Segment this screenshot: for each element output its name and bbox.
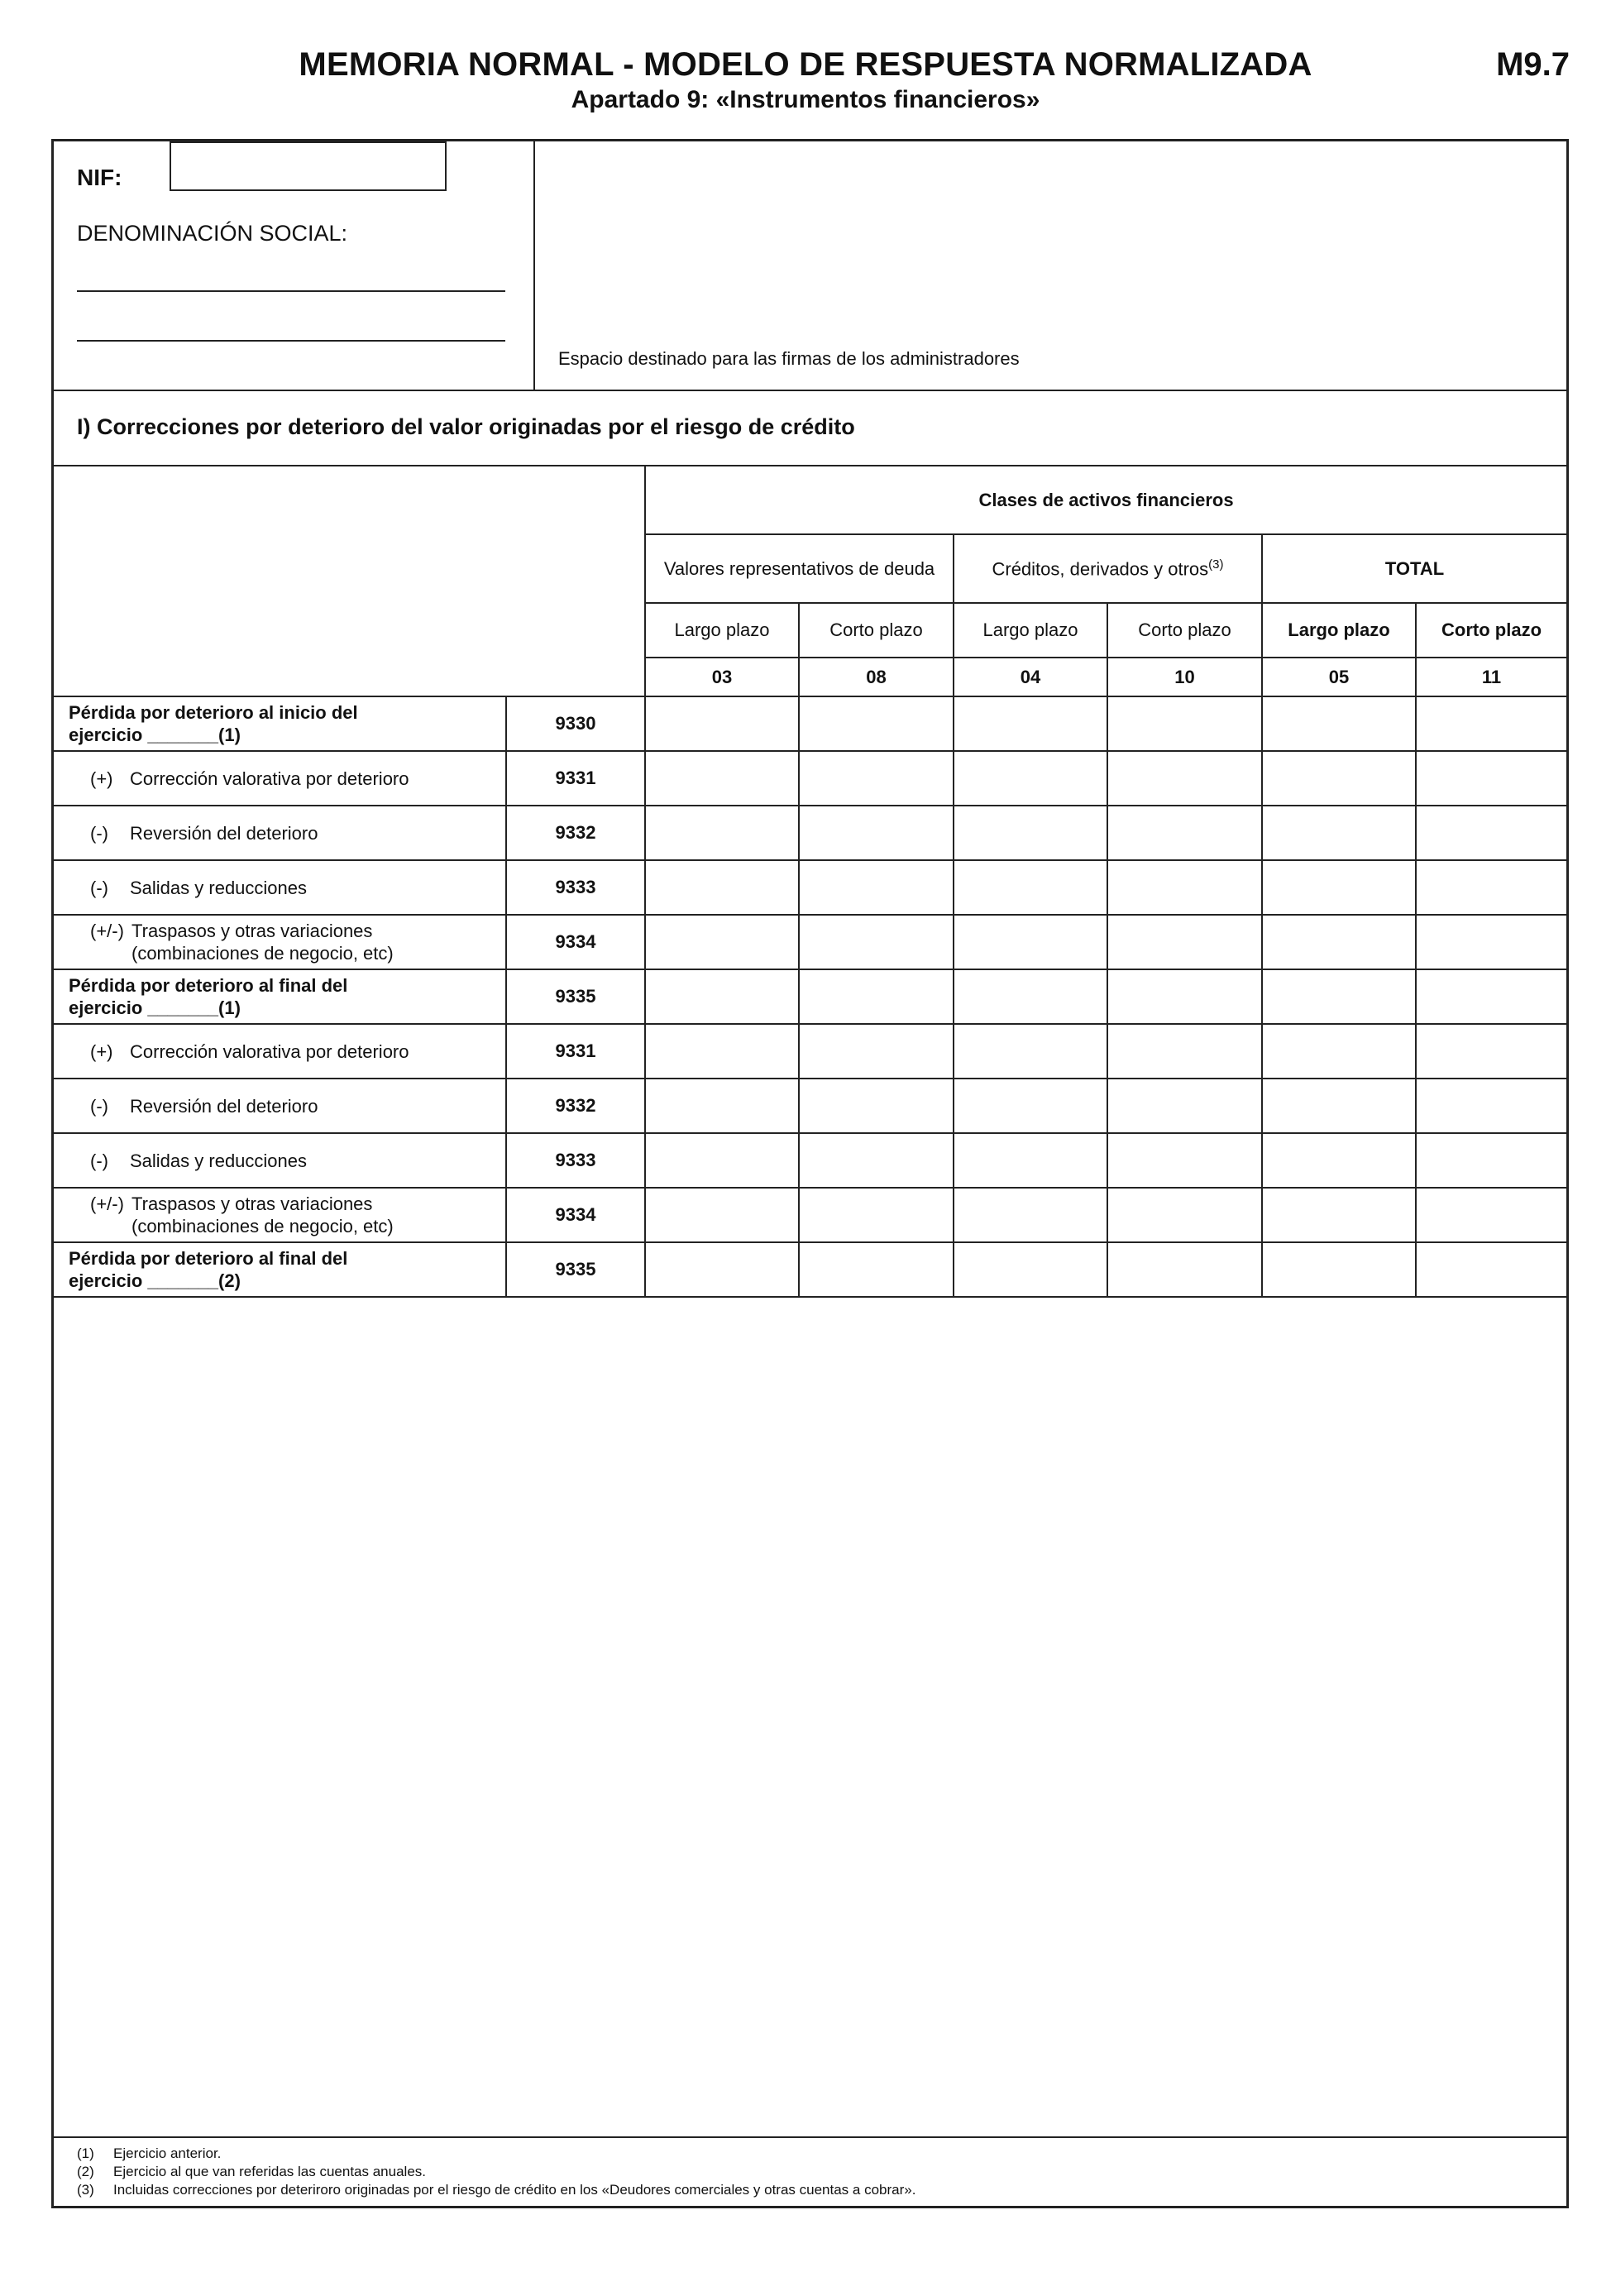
row-label-text bbox=[54, 877, 505, 899]
row-label-line: ejercicio _______(1) bbox=[69, 725, 241, 745]
table-row bbox=[54, 1024, 1566, 1079]
value-cell[interactable] bbox=[1416, 860, 1566, 915]
value-cell[interactable] bbox=[954, 696, 1107, 751]
footnote-number: (3) bbox=[77, 2182, 94, 2198]
row-label-line: ejercicio _______(1) bbox=[69, 997, 241, 1018]
value-cell[interactable] bbox=[1262, 915, 1416, 969]
row-label bbox=[54, 969, 506, 1024]
value-cell[interactable] bbox=[645, 696, 799, 751]
value-cell[interactable] bbox=[1416, 1242, 1566, 1297]
value-cell[interactable] bbox=[1262, 696, 1416, 751]
value-cell[interactable] bbox=[1107, 1133, 1262, 1188]
table-row bbox=[54, 860, 1566, 915]
table-row bbox=[54, 751, 1566, 806]
table-row bbox=[54, 1242, 1566, 1297]
group-header-creditos bbox=[954, 534, 1262, 603]
value-cell[interactable] bbox=[1262, 1133, 1416, 1188]
row-label-line: Pérdida por deterioro al inicio del bbox=[69, 702, 358, 723]
value-cell[interactable] bbox=[1416, 806, 1566, 860]
value-cell[interactable] bbox=[1107, 860, 1262, 915]
group-header-valores bbox=[645, 534, 954, 603]
row-label-text bbox=[54, 1150, 505, 1172]
value-cell[interactable] bbox=[1107, 969, 1262, 1024]
footnote-text: Ejercicio al que van referidas las cuentas anuales. bbox=[113, 2164, 426, 2179]
row-code: 9332 bbox=[506, 1079, 645, 1133]
row-code: 9331 bbox=[506, 1024, 645, 1079]
row-label bbox=[54, 1188, 506, 1242]
row-sign: (-) bbox=[90, 1150, 108, 1171]
company-id-area bbox=[54, 141, 535, 390]
column-code: 05 bbox=[1262, 658, 1416, 696]
value-cell[interactable] bbox=[1416, 751, 1566, 806]
row-label-line: Traspasos y otras variaciones bbox=[131, 1193, 373, 1214]
row-sign: (-) bbox=[90, 1095, 108, 1117]
value-cell[interactable] bbox=[1416, 915, 1566, 969]
row-label bbox=[54, 860, 506, 915]
table-row bbox=[54, 806, 1566, 860]
table-row bbox=[54, 1133, 1566, 1188]
row-label bbox=[54, 1242, 506, 1297]
value-cell[interactable] bbox=[645, 915, 799, 969]
value-cell[interactable] bbox=[1107, 806, 1262, 860]
form-subtitle: Apartado 9: «Instrumentos financieros» bbox=[571, 86, 1040, 113]
value-cell[interactable] bbox=[1416, 1024, 1566, 1079]
row-label-line: Reversión del deterioro bbox=[130, 1095, 318, 1117]
value-cell[interactable] bbox=[1262, 1242, 1416, 1297]
value-cell[interactable] bbox=[1416, 1133, 1566, 1188]
denominacion-label: DENOMINACIÓN SOCIAL: bbox=[77, 221, 348, 246]
value-cell[interactable] bbox=[954, 1188, 1107, 1242]
impairment-table bbox=[54, 466, 1566, 1298]
value-cell[interactable] bbox=[1107, 751, 1262, 806]
value-cell[interactable] bbox=[645, 1188, 799, 1242]
table-row bbox=[54, 696, 1566, 751]
row-code: 9335 bbox=[506, 969, 645, 1024]
form-code: M9.7 bbox=[1496, 46, 1570, 83]
value-cell[interactable] bbox=[799, 751, 954, 806]
row-label-line: Reversión del deterioro bbox=[130, 822, 318, 844]
row-code: 9334 bbox=[506, 915, 645, 969]
row-code: 9333 bbox=[506, 860, 645, 915]
subheader-largo-plazo: Largo plazo bbox=[954, 603, 1107, 658]
table-row bbox=[54, 969, 1566, 1024]
row-label-text bbox=[54, 822, 505, 844]
row-label-text bbox=[54, 1095, 505, 1117]
group-label: Valores representativos de deuda bbox=[663, 557, 935, 579]
value-cell[interactable] bbox=[954, 915, 1107, 969]
table-row bbox=[54, 1188, 1566, 1242]
form-title: MEMORIA NORMAL - MODELO DE RESPUESTA NORMALIZADA bbox=[299, 46, 1312, 83]
row-label bbox=[54, 1133, 506, 1188]
footnote bbox=[54, 2145, 1566, 2163]
value-cell[interactable] bbox=[954, 1079, 1107, 1133]
row-label-text bbox=[54, 974, 505, 1019]
value-cell[interactable] bbox=[645, 1079, 799, 1133]
value-cell[interactable] bbox=[799, 969, 954, 1024]
row-code: 9334 bbox=[506, 1188, 645, 1242]
clases-header: Clases de activos financieros bbox=[645, 466, 1566, 534]
value-cell[interactable] bbox=[954, 860, 1107, 915]
value-cell[interactable] bbox=[799, 1242, 954, 1297]
row-code: 9332 bbox=[506, 806, 645, 860]
value-cell[interactable] bbox=[1262, 969, 1416, 1024]
value-cell[interactable] bbox=[954, 1242, 1107, 1297]
row-label-line: Traspasos y otras variaciones bbox=[131, 921, 373, 941]
row-label-text bbox=[54, 1040, 505, 1063]
value-cell[interactable] bbox=[1416, 1079, 1566, 1133]
denominacion-line-2[interactable] bbox=[77, 340, 505, 342]
denominacion-line-1[interactable] bbox=[77, 290, 505, 292]
row-label bbox=[54, 751, 506, 806]
value-cell[interactable] bbox=[954, 1024, 1107, 1079]
row-label bbox=[54, 1079, 506, 1133]
section-title: I) Correcciones por deterioro del valor originadas por el riesgo de crédito bbox=[77, 414, 855, 439]
group-header-total bbox=[1262, 534, 1566, 603]
value-cell[interactable] bbox=[645, 751, 799, 806]
value-cell[interactable] bbox=[1107, 1079, 1262, 1133]
value-cell[interactable] bbox=[1262, 860, 1416, 915]
nif-label: NIF: bbox=[77, 165, 122, 190]
value-cell[interactable] bbox=[645, 969, 799, 1024]
group-label: TOTAL bbox=[1384, 557, 1445, 579]
value-cell[interactable] bbox=[1262, 806, 1416, 860]
column-code: 11 bbox=[1416, 658, 1566, 696]
footnotes bbox=[54, 2136, 1566, 2199]
table-row bbox=[54, 1079, 1566, 1133]
row-sign: (+/-) bbox=[90, 921, 124, 941]
row-label-line: Salidas y reducciones bbox=[130, 877, 308, 898]
value-cell[interactable] bbox=[799, 1079, 954, 1133]
row-label-line: (combinaciones de negocio, etc) bbox=[131, 1216, 394, 1236]
footnote-text: Ejercicio anterior. bbox=[113, 2145, 222, 2161]
value-cell[interactable] bbox=[799, 860, 954, 915]
column-code: 04 bbox=[954, 658, 1107, 696]
row-label bbox=[54, 1024, 506, 1079]
identification-block bbox=[54, 141, 1566, 391]
value-cell[interactable] bbox=[645, 1242, 799, 1297]
footnote-text: Incluidas correcciones por deteriroro originadas por el riesgo de crédito en los «Deudores comerciales y otras cuentas a cobrar». bbox=[113, 2182, 916, 2198]
footnote-number: (2) bbox=[77, 2164, 94, 2179]
value-cell[interactable] bbox=[954, 969, 1107, 1024]
row-sign: (+/-) bbox=[90, 1193, 124, 1214]
row-label bbox=[54, 806, 506, 860]
section-heading bbox=[54, 390, 1566, 466]
row-label-line: Pérdida por deterioro al final del bbox=[69, 975, 348, 996]
value-cell[interactable] bbox=[1262, 1188, 1416, 1242]
row-label-line: ejercicio _______(2) bbox=[69, 1270, 241, 1291]
subheader-corto-plazo: Corto plazo bbox=[1107, 603, 1262, 658]
value-cell[interactable] bbox=[1107, 1024, 1262, 1079]
row-sign: (-) bbox=[90, 877, 108, 898]
form-frame bbox=[51, 139, 1569, 2208]
footnote-number: (1) bbox=[77, 2145, 94, 2161]
row-label bbox=[54, 915, 506, 969]
row-sign: (-) bbox=[90, 822, 108, 844]
table-corner bbox=[54, 466, 645, 696]
row-label-line: Corrección valorativa por deterioro bbox=[130, 1040, 409, 1062]
table-row bbox=[54, 915, 1566, 969]
value-cell[interactable] bbox=[645, 1133, 799, 1188]
value-cell[interactable] bbox=[799, 696, 954, 751]
row-sign: (+) bbox=[90, 1040, 113, 1062]
column-code: 10 bbox=[1107, 658, 1262, 696]
row-label-line: Pérdida por deterioro al final del bbox=[69, 1248, 348, 1269]
row-label bbox=[54, 696, 506, 751]
column-code: 08 bbox=[799, 658, 954, 696]
value-cell[interactable] bbox=[645, 860, 799, 915]
value-cell[interactable] bbox=[1262, 1079, 1416, 1133]
value-cell[interactable] bbox=[1107, 915, 1262, 969]
value-cell[interactable] bbox=[799, 1133, 954, 1188]
value-cell[interactable] bbox=[799, 915, 954, 969]
row-code: 9333 bbox=[506, 1133, 645, 1188]
signature-space-label: Espacio destinado para las firmas de los administradores bbox=[558, 348, 1020, 369]
value-cell[interactable] bbox=[799, 1188, 954, 1242]
footnote-ref: (3) bbox=[1208, 557, 1224, 572]
value-cell[interactable] bbox=[1416, 969, 1566, 1024]
row-label-line: (combinaciones de negocio, etc) bbox=[131, 943, 394, 964]
footnote bbox=[54, 2181, 1566, 2199]
value-cell[interactable] bbox=[954, 1133, 1107, 1188]
subheader-largo-plazo: Largo plazo bbox=[645, 603, 799, 658]
footnote bbox=[54, 2163, 1566, 2181]
row-label-text bbox=[54, 701, 505, 746]
value-cell[interactable] bbox=[799, 806, 954, 860]
value-cell[interactable] bbox=[1107, 1242, 1262, 1297]
value-cell[interactable] bbox=[1107, 696, 1262, 751]
value-cell[interactable] bbox=[1107, 1188, 1262, 1242]
nif-field[interactable] bbox=[170, 141, 447, 191]
value-cell[interactable] bbox=[1416, 696, 1566, 751]
value-cell[interactable] bbox=[645, 1024, 799, 1079]
row-label-text bbox=[54, 768, 505, 790]
subheader-corto-plazo: Corto plazo bbox=[1416, 603, 1566, 658]
row-label-text bbox=[54, 920, 505, 964]
group-label: Créditos, derivados y otros bbox=[992, 558, 1209, 580]
value-cell[interactable] bbox=[954, 806, 1107, 860]
column-code: 03 bbox=[645, 658, 799, 696]
value-cell[interactable] bbox=[1262, 751, 1416, 806]
row-label-text bbox=[54, 1247, 505, 1292]
row-label-text bbox=[54, 1193, 505, 1237]
row-sign: (+) bbox=[90, 768, 113, 789]
row-code: 9330 bbox=[506, 696, 645, 751]
row-label-line: Corrección valorativa por deterioro bbox=[130, 768, 409, 789]
value-cell[interactable] bbox=[1416, 1188, 1566, 1242]
row-code: 9331 bbox=[506, 751, 645, 806]
subheader-corto-plazo: Corto plazo bbox=[799, 603, 954, 658]
subheader-largo-plazo: Largo plazo bbox=[1262, 603, 1416, 658]
value-cell[interactable] bbox=[799, 1024, 954, 1079]
value-cell[interactable] bbox=[645, 806, 799, 860]
row-code: 9335 bbox=[506, 1242, 645, 1297]
value-cell[interactable] bbox=[1262, 1024, 1416, 1079]
row-label-line: Salidas y reducciones bbox=[130, 1150, 308, 1171]
value-cell[interactable] bbox=[954, 751, 1107, 806]
